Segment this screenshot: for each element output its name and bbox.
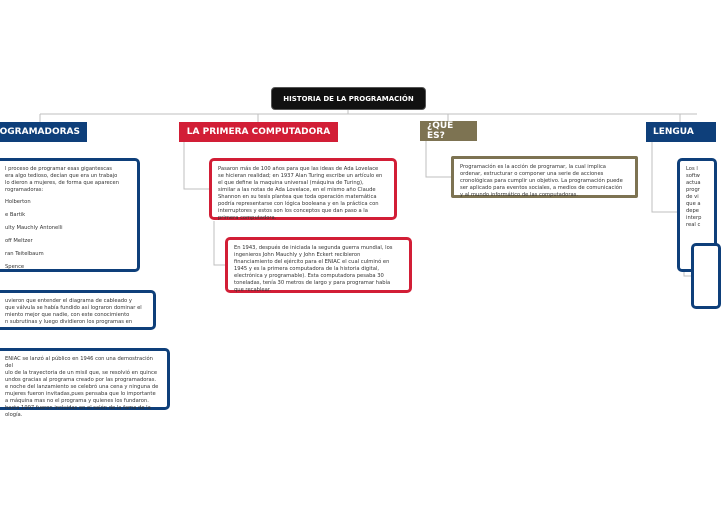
text-line: softw bbox=[686, 173, 700, 179]
text-line: primera computadora. bbox=[218, 215, 277, 221]
text-line: electrónica y programable). Esta computadora pesaba 30 bbox=[234, 273, 384, 279]
connector-comp-sub bbox=[214, 221, 225, 265]
text-line: ordenar, estructurar o componer una serie de acciones bbox=[460, 171, 604, 177]
programadora-name: Spence bbox=[5, 264, 25, 270]
programadoras-intro bbox=[5, 166, 131, 194]
text-line: e noche del lanzamiento se celebró una cena y ninguna de bbox=[5, 384, 159, 390]
text-line: rogramadoras: bbox=[5, 187, 44, 193]
text-line: uvieron que entender el diagrama de cableado y bbox=[5, 298, 132, 304]
text-line: que recablear. bbox=[234, 287, 272, 293]
text-line: se hicieran realidad; en 1937 Alan Turing escribe un artículo en bbox=[218, 173, 383, 179]
text-line: el que define la maquina universal (máquina de Turing), bbox=[218, 180, 364, 186]
text-line: podría representarse con lógica booleana y en la práctica con bbox=[218, 201, 379, 207]
text-line: toneladas, tenía 30 metros de largo y para programar había bbox=[234, 280, 391, 286]
card-programadoras-diagrama[interactable] bbox=[0, 290, 156, 330]
text-line: hasta 1997 fueron incluidas en el salón de la fama de la bbox=[5, 405, 151, 411]
text-line: de vi bbox=[686, 194, 699, 200]
programadora-name: ran Teitelbaum bbox=[5, 251, 44, 257]
card-ada-lovelace-turing[interactable] bbox=[209, 158, 397, 220]
text-line: interp bbox=[686, 215, 702, 221]
text-line: era algo tedioso, decían que era un trabajo bbox=[5, 173, 118, 179]
card-lenguajes-sub[interactable] bbox=[691, 243, 721, 309]
text-line: 1945 y es la primera computadora de la historia digital, bbox=[234, 266, 379, 272]
text-line: real c bbox=[686, 222, 701, 228]
text-line: miento mejor que nadie, con este conocimiento bbox=[5, 312, 130, 318]
text-line: y al mundo informático de las computadoras. bbox=[460, 192, 578, 198]
text-line: Programación es la acción de programar, la cual implica bbox=[460, 164, 606, 170]
text-line: Shannon en su tesis plantea que toda operación matemática bbox=[218, 194, 377, 200]
text-line: n subrutinas y luego dividieron los programas en bbox=[5, 319, 133, 325]
text-line: Pasaron más de 100 años para que las ideas de Ada Lovelace bbox=[218, 166, 379, 172]
programadora-name: e Bartik bbox=[5, 212, 26, 218]
text-line: ulo de la trayectoria de un misil que, se resolvió en quince bbox=[5, 370, 158, 376]
text-line: progr bbox=[686, 187, 700, 193]
text-line: undos gracias al programa creado por las programadoras. bbox=[5, 377, 157, 383]
connector-que-trunk bbox=[426, 140, 451, 177]
connector-leng-trunk bbox=[652, 142, 677, 212]
text-line: similar a las notas de Ada Lovelace, en el mismo año Claude bbox=[218, 187, 376, 193]
text-line: l proceso de programar esas gigantescas bbox=[5, 166, 112, 172]
text-line: depe bbox=[686, 208, 699, 214]
text-line: ser aplicado para eventos sociales, a medios de comunicación bbox=[460, 185, 623, 191]
text-line: ingenieros John Mauchly y John Eckert recibieron bbox=[234, 252, 361, 258]
text-line: actua bbox=[686, 180, 701, 186]
text-line: interruptores y estos son los conceptos que dan paso a la bbox=[218, 208, 368, 214]
connector-comp-trunk bbox=[184, 142, 209, 189]
card-que-es-definicion[interactable] bbox=[451, 156, 638, 198]
connector-leng-sub bbox=[684, 272, 691, 276]
text-line: que a bbox=[686, 201, 701, 207]
topic-primera-computadora[interactable]: LA PRIMERA COMPUTADORA bbox=[179, 122, 338, 142]
card-eniac-1943[interactable] bbox=[225, 237, 412, 293]
text-line: cronológicas para cumplir un objetivo. La programación puede bbox=[460, 178, 623, 184]
text-line: lo dieron a mujeres, de forma que aparecen bbox=[5, 180, 119, 186]
text-line: En 1943, después de iniciada la segunda guerra mundial, los bbox=[234, 245, 393, 251]
card-programadoras-eniac[interactable] bbox=[0, 348, 170, 418]
programadoras-names bbox=[5, 199, 131, 271]
text-line: Los l bbox=[686, 166, 698, 172]
text-line: a máquina mas no el programa y quienes los fundaron. bbox=[5, 398, 149, 404]
text-line: financiamiento del ejército para el ENIAC el cual culminó en bbox=[234, 259, 390, 265]
root-node-title[interactable]: HISTORIA DE LA PROGRAMACIÓN bbox=[271, 87, 426, 110]
text-line: ENIAC se lanzó al público en 1946 con una demostración del bbox=[5, 356, 153, 369]
programadora-name: ulty Mauchly Antonelli bbox=[5, 225, 63, 231]
topic-que-es[interactable]: ¿QUÉ ES? bbox=[420, 121, 477, 141]
topic-lenguajes[interactable]: LENGUA bbox=[646, 122, 716, 142]
programadora-name: Holberton bbox=[5, 199, 31, 205]
text-line: que válvula se había fundido así lograron dominar el bbox=[5, 305, 142, 311]
text-line: mujeres fueron invitadas,pues pensaba que lo importante bbox=[5, 391, 156, 397]
text-line: ología. bbox=[5, 412, 23, 418]
card-programadoras-list[interactable] bbox=[0, 158, 140, 272]
programadora-name: off Meltzer bbox=[5, 238, 33, 244]
topic-programadoras[interactable]: OGRAMADORAS bbox=[0, 122, 87, 142]
